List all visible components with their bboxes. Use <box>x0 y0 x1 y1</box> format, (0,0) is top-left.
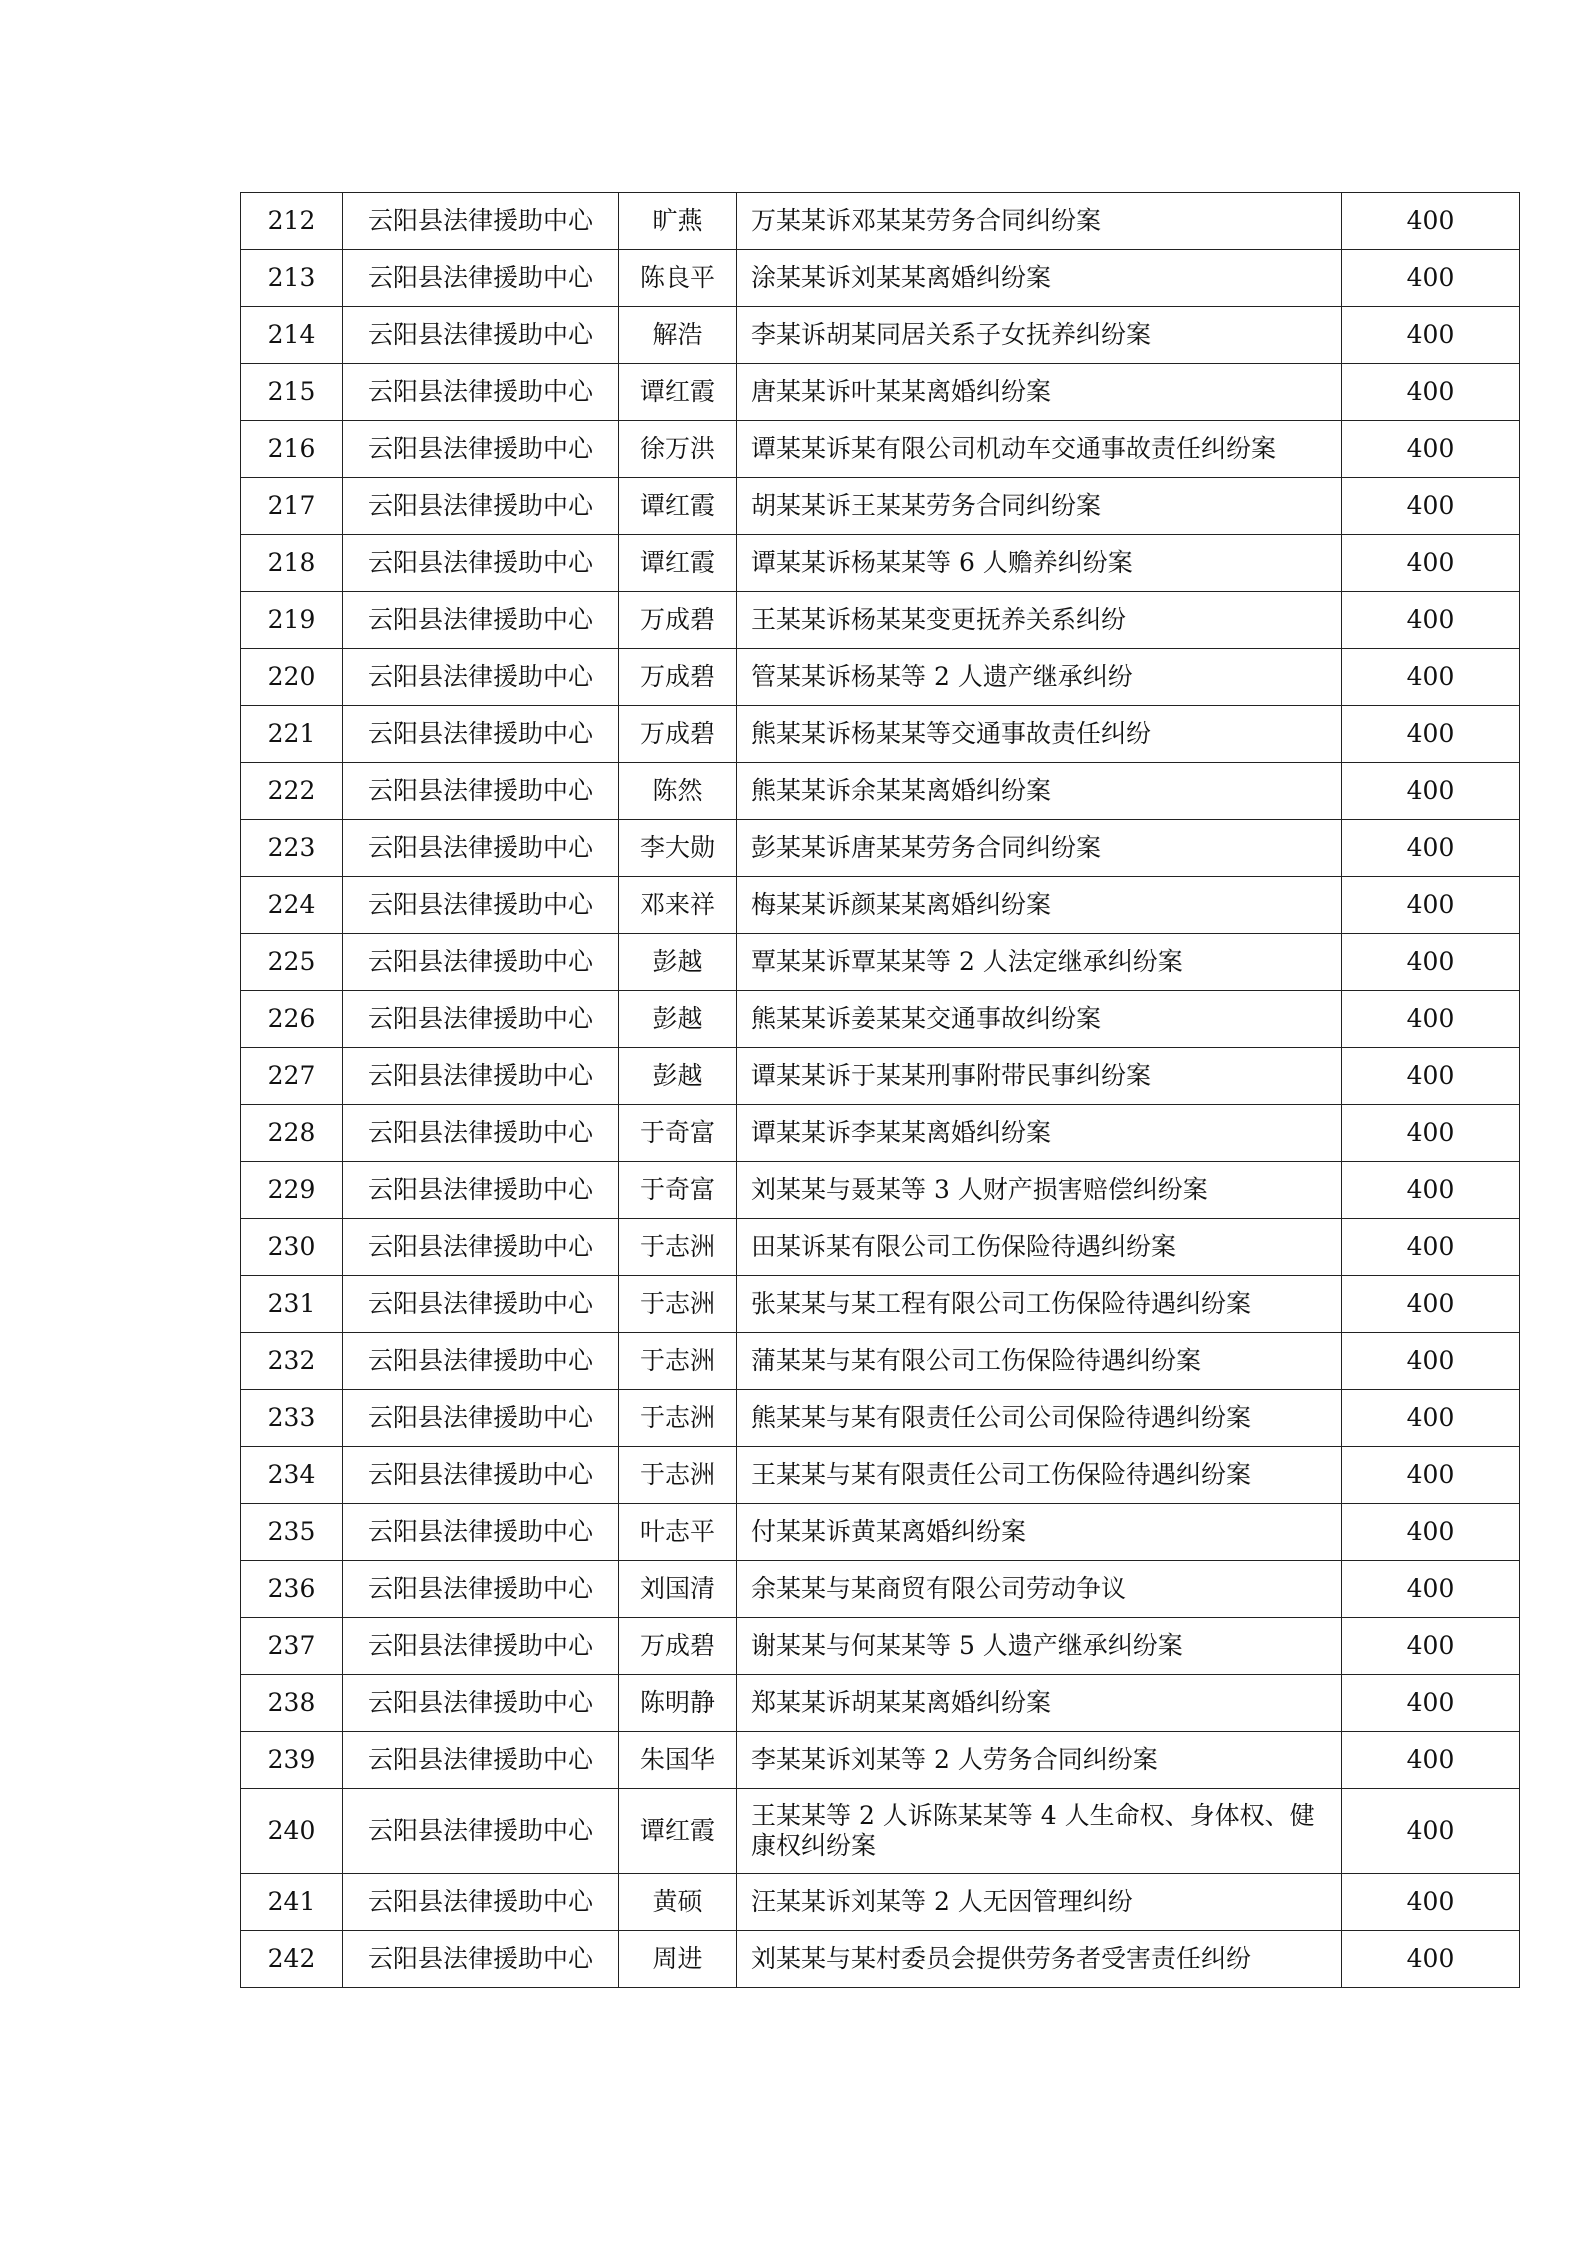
case-title-cell: 梅某某诉颜某某离婚纠纷案 <box>737 877 1342 934</box>
row-number-cell: 237 <box>241 1618 343 1675</box>
fee-cell: 400 <box>1342 1789 1520 1874</box>
case-title-cell: 李某诉胡某同居关系子女抚养纠纷案 <box>737 307 1342 364</box>
fee-cell: 400 <box>1342 1333 1520 1390</box>
table-row <box>241 1732 1520 1789</box>
organization-cell: 云阳县法律援助中心 <box>343 1333 619 1390</box>
lawyer-name-cell: 陈明静 <box>619 1675 737 1732</box>
table-row <box>241 1504 1520 1561</box>
lawyer-name-cell: 彭越 <box>619 934 737 991</box>
organization-cell: 云阳县法律援助中心 <box>343 1675 619 1732</box>
lawyer-name-cell: 彭越 <box>619 991 737 1048</box>
case-title-cell: 谭某某诉某有限公司机动车交通事故责任纠纷案 <box>737 421 1342 478</box>
table-row <box>241 364 1520 421</box>
organization-cell: 云阳县法律援助中心 <box>343 1732 619 1789</box>
case-title-cell: 付某某诉黄某离婚纠纷案 <box>737 1504 1342 1561</box>
fee-cell: 400 <box>1342 706 1520 763</box>
organization-cell: 云阳县法律援助中心 <box>343 478 619 535</box>
lawyer-name-cell: 黄硕 <box>619 1874 737 1931</box>
fee-cell: 400 <box>1342 1675 1520 1732</box>
case-title-cell: 谭某某诉杨某某等 6 人赡养纠纷案 <box>737 535 1342 592</box>
lawyer-name-cell: 刘国清 <box>619 1561 737 1618</box>
fee-cell: 400 <box>1342 421 1520 478</box>
lawyer-name-cell: 于志洲 <box>619 1219 737 1276</box>
lawyer-name-cell: 叶志平 <box>619 1504 737 1561</box>
table-row <box>241 1276 1520 1333</box>
lawyer-name-cell: 徐万洪 <box>619 421 737 478</box>
organization-cell: 云阳县法律援助中心 <box>343 535 619 592</box>
organization-cell: 云阳县法律援助中心 <box>343 1618 619 1675</box>
row-number-cell: 230 <box>241 1219 343 1276</box>
table-row <box>241 649 1520 706</box>
table-row <box>241 193 1520 250</box>
case-title-cell: 谢某某与何某某等 5 人遗产继承纠纷案 <box>737 1618 1342 1675</box>
case-title-cell: 熊某某诉余某某离婚纠纷案 <box>737 763 1342 820</box>
table-row <box>241 535 1520 592</box>
organization-cell: 云阳县法律援助中心 <box>343 877 619 934</box>
case-title-cell: 胡某某诉王某某劳务合同纠纷案 <box>737 478 1342 535</box>
row-number-cell: 217 <box>241 478 343 535</box>
case-title-cell: 王某某与某有限责任公司工伤保险待遇纠纷案 <box>737 1447 1342 1504</box>
fee-cell: 400 <box>1342 592 1520 649</box>
organization-cell: 云阳县法律援助中心 <box>343 250 619 307</box>
organization-cell: 云阳县法律援助中心 <box>343 1931 619 1988</box>
case-title-cell: 覃某某诉覃某某等 2 人法定继承纠纷案 <box>737 934 1342 991</box>
organization-cell: 云阳县法律援助中心 <box>343 1561 619 1618</box>
row-number-cell: 239 <box>241 1732 343 1789</box>
table-row <box>241 706 1520 763</box>
lawyer-name-cell: 万成碧 <box>619 592 737 649</box>
lawyer-name-cell: 陈然 <box>619 763 737 820</box>
fee-cell: 400 <box>1342 364 1520 421</box>
case-table-body <box>241 193 1520 1988</box>
fee-cell: 400 <box>1342 1276 1520 1333</box>
lawyer-name-cell: 万成碧 <box>619 649 737 706</box>
row-number-cell: 232 <box>241 1333 343 1390</box>
case-title-cell: 万某某诉邓某某劳务合同纠纷案 <box>737 193 1342 250</box>
lawyer-name-cell: 谭红霞 <box>619 478 737 535</box>
lawyer-name-cell: 李大勋 <box>619 820 737 877</box>
table-row <box>241 307 1520 364</box>
lawyer-name-cell: 谭红霞 <box>619 535 737 592</box>
fee-cell: 400 <box>1342 934 1520 991</box>
lawyer-name-cell: 周进 <box>619 1931 737 1988</box>
row-number-cell: 226 <box>241 991 343 1048</box>
table-row <box>241 1789 1520 1874</box>
fee-cell: 400 <box>1342 820 1520 877</box>
table-row <box>241 1390 1520 1447</box>
fee-cell: 400 <box>1342 1504 1520 1561</box>
row-number-cell: 238 <box>241 1675 343 1732</box>
fee-cell: 400 <box>1342 763 1520 820</box>
organization-cell: 云阳县法律援助中心 <box>343 1874 619 1931</box>
row-number-cell: 240 <box>241 1789 343 1874</box>
organization-cell: 云阳县法律援助中心 <box>343 193 619 250</box>
table-row <box>241 763 1520 820</box>
row-number-cell: 235 <box>241 1504 343 1561</box>
table-row <box>241 421 1520 478</box>
row-number-cell: 213 <box>241 250 343 307</box>
lawyer-name-cell: 陈良平 <box>619 250 737 307</box>
lawyer-name-cell: 于志洲 <box>619 1390 737 1447</box>
row-number-cell: 215 <box>241 364 343 421</box>
table-row <box>241 1618 1520 1675</box>
row-number-cell: 229 <box>241 1162 343 1219</box>
lawyer-name-cell: 于奇富 <box>619 1105 737 1162</box>
table-row <box>241 1219 1520 1276</box>
table-row <box>241 991 1520 1048</box>
organization-cell: 云阳县法律援助中心 <box>343 364 619 421</box>
table-row <box>241 250 1520 307</box>
lawyer-name-cell: 邓来祥 <box>619 877 737 934</box>
case-title-cell: 王某某等 2 人诉陈某某等 4 人生命权、身体权、健康权纠纷案 <box>737 1789 1342 1874</box>
lawyer-name-cell: 谭红霞 <box>619 364 737 421</box>
case-title-cell: 蒲某某与某有限公司工伤保险待遇纠纷案 <box>737 1333 1342 1390</box>
row-number-cell: 220 <box>241 649 343 706</box>
table-row <box>241 1105 1520 1162</box>
organization-cell: 云阳县法律援助中心 <box>343 592 619 649</box>
row-number-cell: 225 <box>241 934 343 991</box>
row-number-cell: 218 <box>241 535 343 592</box>
organization-cell: 云阳县法律援助中心 <box>343 1048 619 1105</box>
table-row <box>241 1447 1520 1504</box>
lawyer-name-cell: 于志洲 <box>619 1276 737 1333</box>
fee-cell: 400 <box>1342 307 1520 364</box>
table-row <box>241 877 1520 934</box>
case-title-cell: 李某某诉刘某等 2 人劳务合同纠纷案 <box>737 1732 1342 1789</box>
fee-cell: 400 <box>1342 1561 1520 1618</box>
organization-cell: 云阳县法律援助中心 <box>343 820 619 877</box>
case-title-cell: 余某某与某商贸有限公司劳动争议 <box>737 1561 1342 1618</box>
row-number-cell: 216 <box>241 421 343 478</box>
lawyer-name-cell: 于志洲 <box>619 1447 737 1504</box>
case-title-cell: 汪某某诉刘某等 2 人无因管理纠纷 <box>737 1874 1342 1931</box>
organization-cell: 云阳县法律援助中心 <box>343 307 619 364</box>
table-row <box>241 592 1520 649</box>
case-title-cell: 郑某某诉胡某某离婚纠纷案 <box>737 1675 1342 1732</box>
lawyer-name-cell: 谭红霞 <box>619 1789 737 1874</box>
organization-cell: 云阳县法律援助中心 <box>343 1447 619 1504</box>
case-title-cell: 彭某某诉唐某某劳务合同纠纷案 <box>737 820 1342 877</box>
lawyer-name-cell: 朱国华 <box>619 1732 737 1789</box>
fee-cell: 400 <box>1342 877 1520 934</box>
organization-cell: 云阳县法律援助中心 <box>343 1390 619 1447</box>
row-number-cell: 224 <box>241 877 343 934</box>
fee-cell: 400 <box>1342 478 1520 535</box>
lawyer-name-cell: 万成碧 <box>619 1618 737 1675</box>
fee-cell: 400 <box>1342 1048 1520 1105</box>
row-number-cell: 221 <box>241 706 343 763</box>
row-number-cell: 223 <box>241 820 343 877</box>
organization-cell: 云阳县法律援助中心 <box>343 763 619 820</box>
organization-cell: 云阳县法律援助中心 <box>343 1504 619 1561</box>
fee-cell: 400 <box>1342 250 1520 307</box>
case-title-cell: 唐某某诉叶某某离婚纠纷案 <box>737 364 1342 421</box>
row-number-cell: 214 <box>241 307 343 364</box>
organization-cell: 云阳县法律援助中心 <box>343 934 619 991</box>
organization-cell: 云阳县法律援助中心 <box>343 649 619 706</box>
lawyer-name-cell: 解浩 <box>619 307 737 364</box>
table-row <box>241 1874 1520 1931</box>
row-number-cell: 236 <box>241 1561 343 1618</box>
fee-cell: 400 <box>1342 1732 1520 1789</box>
table-row <box>241 1561 1520 1618</box>
fee-cell: 400 <box>1342 1874 1520 1931</box>
fee-cell: 400 <box>1342 535 1520 592</box>
table-row <box>241 934 1520 991</box>
organization-cell: 云阳县法律援助中心 <box>343 706 619 763</box>
case-title-cell: 张某某与某工程有限公司工伤保险待遇纠纷案 <box>737 1276 1342 1333</box>
row-number-cell: 228 <box>241 1105 343 1162</box>
organization-cell: 云阳县法律援助中心 <box>343 1105 619 1162</box>
row-number-cell: 212 <box>241 193 343 250</box>
lawyer-name-cell: 彭越 <box>619 1048 737 1105</box>
organization-cell: 云阳县法律援助中心 <box>343 1276 619 1333</box>
fee-cell: 400 <box>1342 1618 1520 1675</box>
row-number-cell: 242 <box>241 1931 343 1988</box>
table-row <box>241 1162 1520 1219</box>
table-row <box>241 1333 1520 1390</box>
fee-cell: 400 <box>1342 1390 1520 1447</box>
fee-cell: 400 <box>1342 1447 1520 1504</box>
fee-cell: 400 <box>1342 1162 1520 1219</box>
fee-cell: 400 <box>1342 1931 1520 1988</box>
row-number-cell: 231 <box>241 1276 343 1333</box>
case-title-cell: 刘某某与聂某等 3 人财产损害赔偿纠纷案 <box>737 1162 1342 1219</box>
table-row <box>241 1931 1520 1988</box>
legal-aid-case-table <box>240 192 1520 1988</box>
table-row <box>241 1675 1520 1732</box>
row-number-cell: 222 <box>241 763 343 820</box>
organization-cell: 云阳县法律援助中心 <box>343 421 619 478</box>
case-title-cell: 谭某某诉于某某刑事附带民事纠纷案 <box>737 1048 1342 1105</box>
fee-cell: 400 <box>1342 193 1520 250</box>
organization-cell: 云阳县法律援助中心 <box>343 1219 619 1276</box>
lawyer-name-cell: 于志洲 <box>619 1333 737 1390</box>
case-title-cell: 谭某某诉李某某离婚纠纷案 <box>737 1105 1342 1162</box>
row-number-cell: 219 <box>241 592 343 649</box>
lawyer-name-cell: 于奇富 <box>619 1162 737 1219</box>
case-title-cell: 管某某诉杨某等 2 人遗产继承纠纷 <box>737 649 1342 706</box>
fee-cell: 400 <box>1342 649 1520 706</box>
lawyer-name-cell: 旷燕 <box>619 193 737 250</box>
case-title-cell: 熊某某诉杨某某等交通事故责任纠纷 <box>737 706 1342 763</box>
case-title-cell: 王某某诉杨某某变更抚养关系纠纷 <box>737 592 1342 649</box>
fee-cell: 400 <box>1342 1219 1520 1276</box>
table-row <box>241 820 1520 877</box>
case-title-cell: 涂某某诉刘某某离婚纠纷案 <box>737 250 1342 307</box>
organization-cell: 云阳县法律援助中心 <box>343 1162 619 1219</box>
row-number-cell: 241 <box>241 1874 343 1931</box>
case-title-cell: 刘某某与某村委员会提供劳务者受害责任纠纷 <box>737 1931 1342 1988</box>
row-number-cell: 233 <box>241 1390 343 1447</box>
lawyer-name-cell: 万成碧 <box>619 706 737 763</box>
organization-cell: 云阳县法律援助中心 <box>343 1789 619 1874</box>
row-number-cell: 234 <box>241 1447 343 1504</box>
row-number-cell: 227 <box>241 1048 343 1105</box>
organization-cell: 云阳县法律援助中心 <box>343 991 619 1048</box>
table-row <box>241 1048 1520 1105</box>
fee-cell: 400 <box>1342 991 1520 1048</box>
table-row <box>241 478 1520 535</box>
case-title-cell: 熊某某与某有限责任公司公司保险待遇纠纷案 <box>737 1390 1342 1447</box>
case-title-cell: 熊某某诉姜某某交通事故纠纷案 <box>737 991 1342 1048</box>
case-title-cell: 田某诉某有限公司工伤保险待遇纠纷案 <box>737 1219 1342 1276</box>
fee-cell: 400 <box>1342 1105 1520 1162</box>
